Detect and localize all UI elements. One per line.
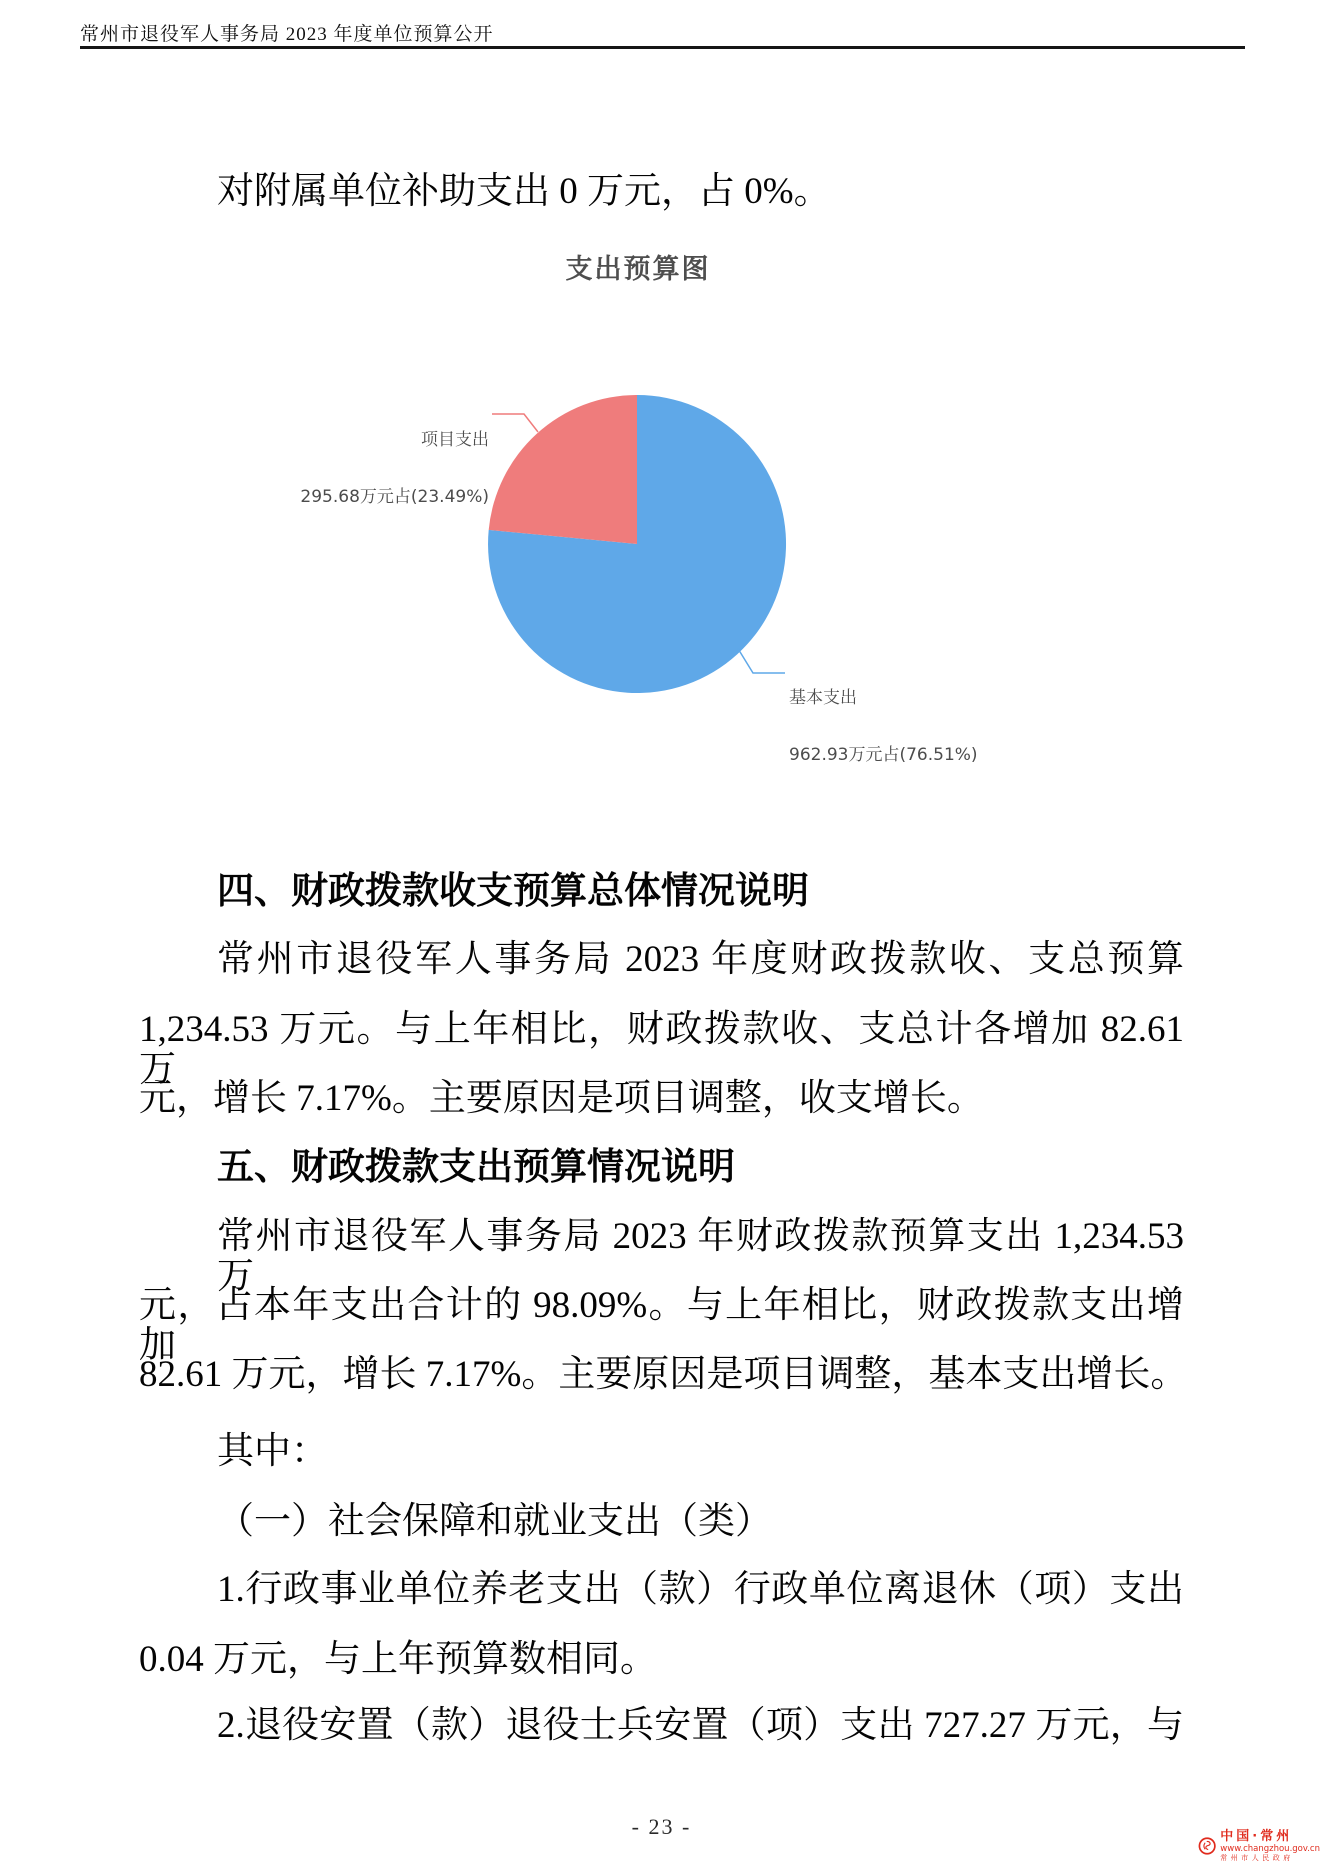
paragraph-line: 常州市退役军人事务局 2023 年度财政拨款收、支总预算 (217, 939, 1184, 980)
logo-subtitle: 常州市人民政府 (1220, 1854, 1294, 1863)
logo-url: www.changzhou.gov.cn (1220, 1843, 1320, 1854)
paragraph-line: 对附属单位补助支出 0 万元，占 0%。 (217, 171, 831, 212)
section-heading-4: 四、财政拨款收支预算总体情况说明 (217, 871, 809, 912)
paragraph-line: 常州市退役军人事务局 2023 年财政拨款预算支出 1,234.53 万 (217, 1216, 1184, 1297)
paragraph-line: 元，占本年支出合计的 98.09%。与上年相比，财政拨款支出增加 (139, 1285, 1184, 1366)
paragraph-line: 82.61 万元，增长 7.17%。主要原因是项目调整，基本支出增长。 (139, 1354, 1188, 1395)
paragraph-line: 1.行政事业单位养老支出（款）行政单位离退休（项）支出 (217, 1569, 1184, 1610)
pie-label-project-value: 295.68万元占(23.49%) (300, 487, 489, 507)
header-rule (80, 46, 1245, 49)
paragraph-line: （一）社会保障和就业支出（类） (217, 1501, 772, 1542)
paragraph-line: 1,234.53 万元。与上年相比，财政拨款收、支总计各增加 82.61 万 (139, 1009, 1184, 1090)
basic-label-leader-line (737, 647, 785, 673)
section-heading-5: 五、财政拨款支出预算情况说明 (217, 1147, 735, 1188)
document-header-title: 常州市退役军人事务局 2023 年度单位预算公开 (80, 24, 494, 45)
logo-text-block (1220, 1830, 1320, 1863)
paragraph-line: 其中： (217, 1431, 328, 1472)
pie-label-basic-name: 基本支出 (789, 688, 857, 708)
paragraph-line: 元，增长 7.17%。主要原因是项目调整，收支增长。 (139, 1078, 984, 1119)
paragraph-line: 0.04 万元，与上年预算数相同。 (139, 1639, 657, 1680)
logo-title: 中国·常州 (1220, 1828, 1293, 1844)
pie-label-project-name: 项目支出 (421, 430, 489, 450)
page-number: - 23 - (631, 1814, 692, 1839)
project-label-leader-line (492, 414, 538, 432)
changzhou-emblem-icon (1198, 1830, 1216, 1862)
changzhou-gov-logo (1198, 1827, 1320, 1865)
pie-label-basic-value: 962.93万元占(76.51%) (789, 745, 978, 765)
chart-title: 支出预算图 (565, 254, 711, 285)
pie-label-project (280, 393, 489, 545)
pie-label-basic (789, 651, 978, 803)
pie-slice-project-expenditure (489, 395, 637, 544)
paragraph-line: 2.退役安置（款）退役士兵安置（项）支出 727.27 万元，与 (217, 1705, 1184, 1746)
